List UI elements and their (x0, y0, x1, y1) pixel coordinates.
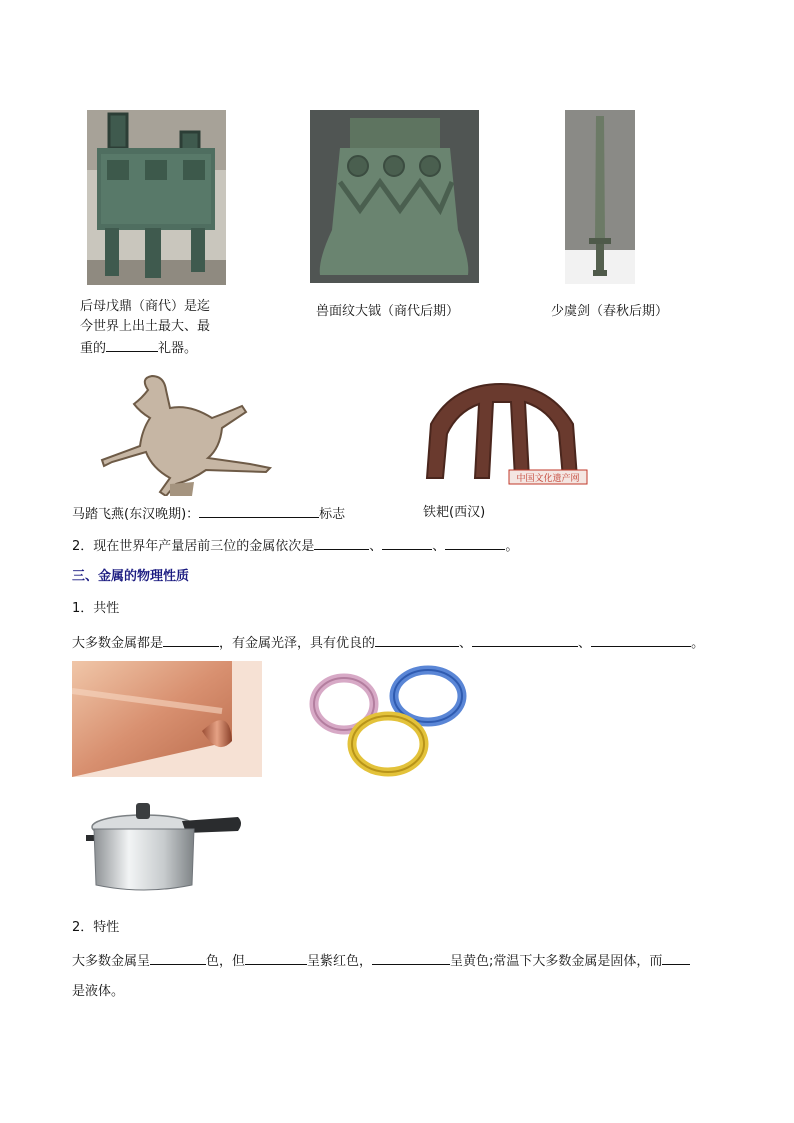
horse-image (100, 372, 274, 496)
common-end: 。 (691, 636, 705, 651)
q2-blank-2[interactable] (382, 535, 432, 550)
special-blank-1[interactable] (150, 950, 206, 965)
q2-end: 。 (505, 539, 519, 554)
common-line (72, 632, 704, 654)
bronze-axe-icon (310, 110, 479, 283)
q2-text: 2．现在世界年产量居前三位的金属依次是 (72, 539, 315, 554)
special-text-4: 呈黄色;常温下大多数金属是固体，而 (450, 954, 663, 969)
special-text-2: 色，但 (206, 954, 246, 969)
yue-caption: 兽面纹大钺（商代后期） (316, 304, 460, 319)
special-line2: 是液体。 (72, 984, 125, 999)
common-text-pre: 大多数金属都是 (72, 636, 164, 651)
q2-sep1: 、 (369, 539, 383, 554)
q2-blank-3[interactable] (445, 535, 505, 550)
pressure-cooker-image (82, 799, 244, 896)
iron-rake-icon (413, 378, 588, 488)
ding-caption-line1: 后母戊鼎（商代）是迄 (80, 299, 211, 314)
copper-sheet-icon (72, 661, 262, 777)
q2-blank-1[interactable] (314, 535, 369, 550)
ding-blank[interactable] (106, 337, 158, 352)
metal-wire-coils-icon (296, 664, 468, 778)
bronze-sword-icon (565, 110, 635, 284)
ding-caption-line3-pre: 重的 (80, 341, 107, 356)
copper-sheet-image (72, 661, 262, 777)
special-text-3: 呈紫红色， (307, 954, 373, 969)
rake-image (413, 378, 588, 488)
common-blank-1[interactable] (163, 632, 219, 647)
special-blank-2[interactable] (245, 950, 307, 965)
common-blank-2[interactable] (375, 632, 459, 647)
ding-caption-line3-post: 礼器。 (158, 341, 198, 356)
pressure-cooker-icon (82, 799, 244, 896)
sword-image (565, 110, 635, 284)
special-heading: 2．特性 (72, 920, 120, 935)
q2-sep2: 、 (432, 539, 446, 554)
ding-caption-line2: 今世界上出土最大、最 (80, 319, 211, 334)
section3-title: 三、金属的物理性质 (72, 569, 190, 584)
ding-caption (80, 297, 250, 359)
horse-blank[interactable] (199, 503, 319, 518)
common-heading: 1．共性 (72, 601, 120, 616)
bronze-horse-icon (100, 372, 274, 496)
common-blank-4[interactable] (591, 632, 691, 647)
special-blank-4[interactable] (662, 950, 690, 965)
yue-image (310, 110, 479, 283)
common-text-mid: ，有金属光泽，具有优良的 (219, 636, 376, 651)
horse-caption-post: 标志 (319, 507, 346, 522)
special-blank-3[interactable] (372, 950, 450, 965)
common-blank-3[interactable] (472, 632, 578, 647)
ding-image (87, 110, 226, 285)
rake-watermark: 中国文化遗产网 (516, 474, 580, 484)
horse-caption (72, 503, 345, 525)
wire-coils-image (296, 664, 468, 778)
common-sep2: 、 (578, 636, 592, 651)
q2-line (72, 535, 518, 557)
horse-caption-pre: 马踏飞燕(东汉晚期)： (72, 507, 200, 522)
rake-caption: 铁耙(西汉) (423, 505, 486, 520)
ding-vessel-icon (87, 110, 226, 285)
special-line1 (72, 950, 690, 972)
sword-caption: 少虞剑（春秋后期） (551, 304, 669, 319)
common-sep1: 、 (459, 636, 473, 651)
special-text-1: 大多数金属呈 (72, 954, 151, 969)
